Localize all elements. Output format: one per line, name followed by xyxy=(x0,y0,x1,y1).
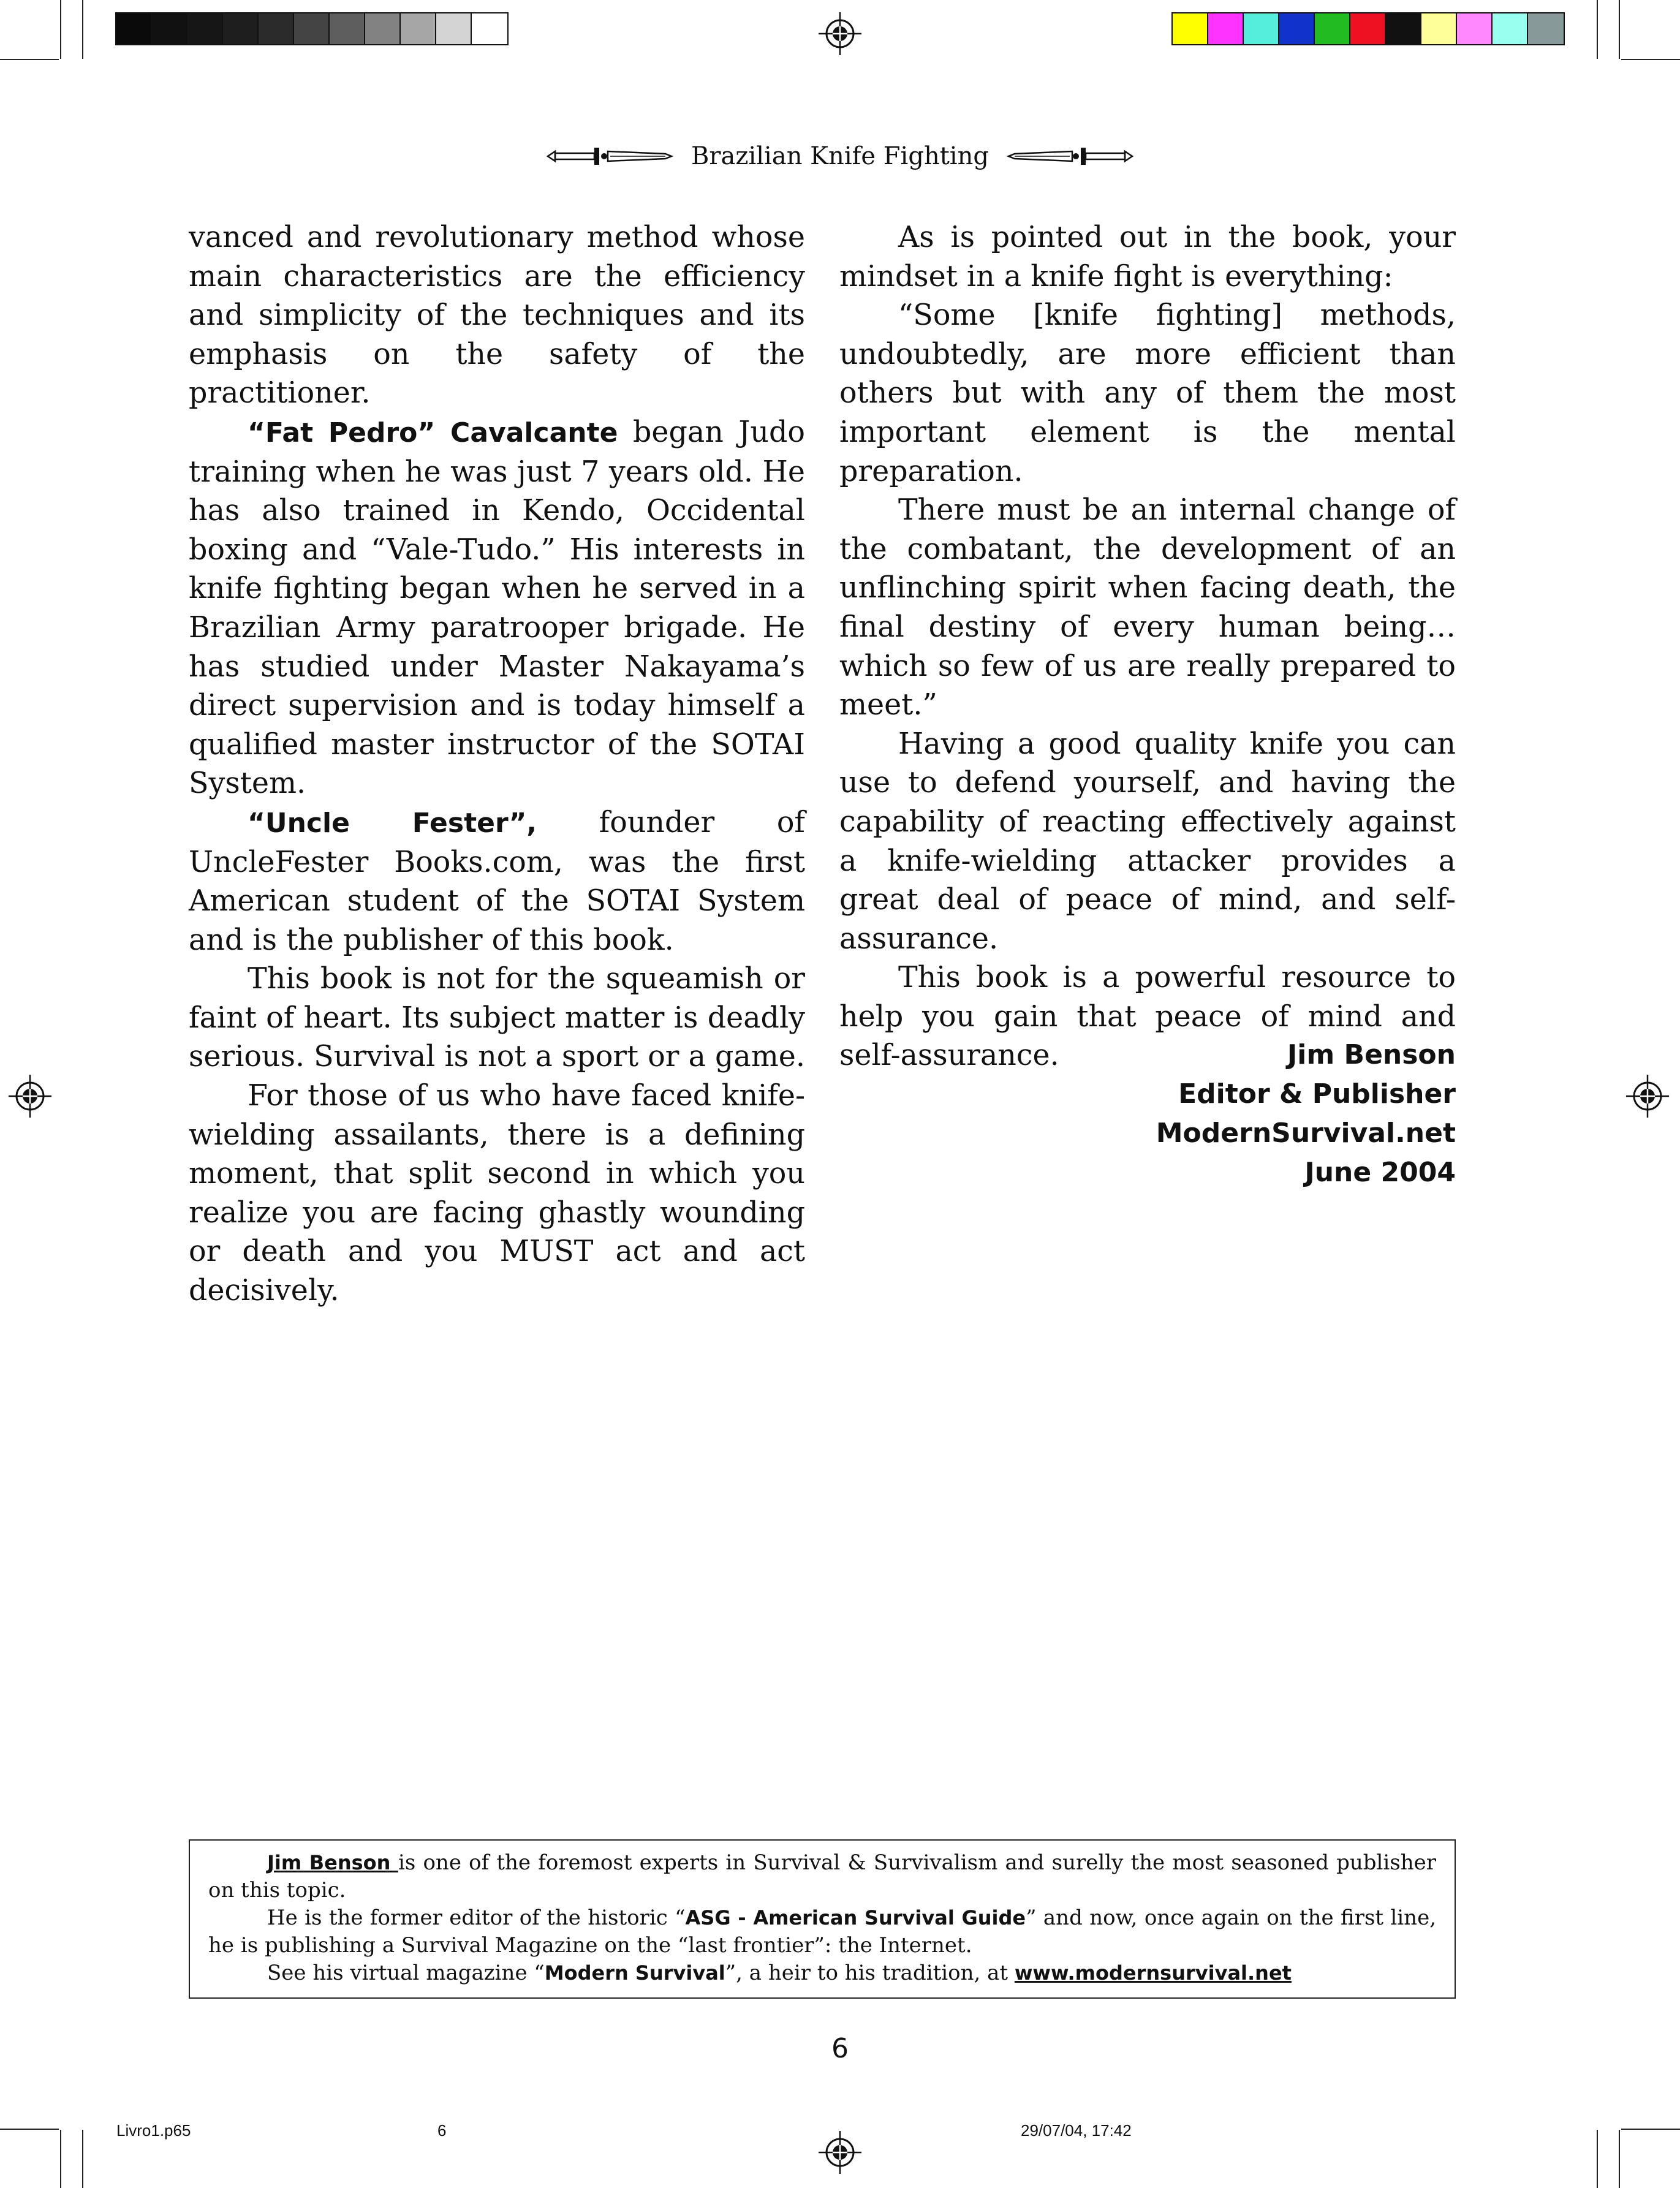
calibration-swatch xyxy=(223,13,259,44)
right-column xyxy=(839,218,1456,1075)
bio-paragraph xyxy=(208,1849,1436,1904)
paragraph-text: began Judo training when he was just 7 years old. He has also trained in Kendo, Occidental boxing and “Vale-Tudo.” His interests in knife fighting began when he served in a Brazilian Army paratrooper brigade. He has studied under Master Nakayama’s direct supervision and is today himself a qualified master instructor of the SOTAI System. xyxy=(189,415,805,801)
calibration-swatch xyxy=(116,13,152,44)
paragraph-text: founder of UncleFester Books.com, was the first American student of the SOTAI System and is the publisher of this book. xyxy=(189,805,805,957)
knife-right-icon xyxy=(1006,143,1135,170)
signature-role: Editor & Publisher xyxy=(1178,1078,1456,1110)
calibration-swatch xyxy=(152,13,187,44)
paragraph: This book is a powerful resource to help you gain that peace of mind and self-assurance. xyxy=(839,961,1456,1073)
magazine-title: Modern Survival xyxy=(544,1961,725,1985)
paragraph: Having a good quality knife you can use to defend yourself, and having the capability of reacting effectively against a knife-wielding attacker provides a great deal of peace of mind, and self-assurance. xyxy=(839,727,1456,956)
color-calibration-bar xyxy=(1171,12,1565,45)
running-head xyxy=(0,136,1680,176)
author-bio-box xyxy=(189,1839,1456,1999)
calibration-swatch xyxy=(1421,13,1457,44)
registration-target-icon xyxy=(9,1075,51,1118)
bio-text: He is the former editor of the historic “ xyxy=(267,1906,686,1930)
paragraph: For those of us who have faced knife-wielding assailants, there is a defining moment, that split second in which you realize you are facing ghastly wounding or death and you MUST act and act decisively. xyxy=(189,1079,805,1308)
signature-block xyxy=(839,1035,1456,1192)
calibration-swatch xyxy=(1528,13,1564,44)
registration-target-icon xyxy=(1626,1075,1669,1118)
gray-calibration-bar xyxy=(115,12,509,45)
person-name: “Uncle Fester”, xyxy=(248,807,537,839)
paragraph xyxy=(189,413,805,803)
calibration-swatch xyxy=(187,13,223,44)
signature-site: ModernSurvival.net xyxy=(1156,1118,1456,1149)
signature-date: June 2004 xyxy=(1304,1157,1456,1188)
slug-page: 6 xyxy=(437,2121,447,2140)
bio-name: Jim Benson xyxy=(267,1851,398,1874)
website-link[interactable]: www.modernsurvival.net xyxy=(1014,1961,1292,1985)
bio-text: is one of the foremost experts in Survival & Survivalism and surelly the most seasoned publisher on this topic. xyxy=(208,1850,1437,1902)
slug-filename: Livro1.p65 xyxy=(116,2121,191,2140)
page-number: 6 xyxy=(831,2033,849,2064)
calibration-swatch xyxy=(436,13,472,44)
calibration-swatch xyxy=(1208,13,1244,44)
slug-timestamp: 29/07/04, 17:42 xyxy=(1021,2121,1132,2140)
calibration-swatch xyxy=(259,13,294,44)
calibration-swatch xyxy=(1493,13,1528,44)
bio-text: ” and now, once again on the first line, he is publishing a Survival Magazine on the “last frontier”: the Internet. xyxy=(208,1906,1437,1958)
calibration-swatch xyxy=(1386,13,1421,44)
signature-name: Jim Benson xyxy=(1287,1039,1456,1070)
paragraph xyxy=(189,803,805,960)
person-name: “Fat Pedro” Cavalcante xyxy=(248,417,618,449)
left-column xyxy=(189,218,805,1311)
paragraph: vanced and revolutionary method whose main characteristics are the efficiency and simplicity of the techniques and its emphasis on the safety of the practitioner. xyxy=(189,221,805,411)
bio-paragraph xyxy=(208,1904,1436,1959)
paragraph: As is pointed out in the book, your mindset in a knife fight is everything: xyxy=(839,221,1456,293)
bio-paragraph xyxy=(208,1959,1436,1987)
calibration-swatch xyxy=(330,13,365,44)
bio-text: ”, a heir to his tradition, at xyxy=(725,1961,1015,1985)
registration-target-icon xyxy=(819,2131,861,2174)
calibration-swatch xyxy=(365,13,401,44)
magazine-title: ASG - American Survival Guide xyxy=(685,1906,1026,1929)
running-head-title: Brazilian Knife Fighting xyxy=(691,142,989,170)
calibration-swatch xyxy=(472,13,507,44)
knife-left-icon xyxy=(545,143,674,170)
calibration-swatch xyxy=(1173,13,1208,44)
calibration-swatch xyxy=(1457,13,1493,44)
calibration-swatch xyxy=(1244,13,1279,44)
calibration-swatch xyxy=(1279,13,1315,44)
calibration-swatch xyxy=(1350,13,1386,44)
bio-text: See his virtual magazine “ xyxy=(267,1961,545,1985)
paragraph: There must be an internal change of the combatant, the development of an unflinching spirit when facing death, the final destiny of every human being…which so few of us are really prepared to meet.” xyxy=(839,493,1456,722)
paragraph: “Some [knife fighting] methods, undoubtedly, are more efficient than others but with any of them the most important element is the mental preparation. xyxy=(839,298,1456,488)
calibration-swatch xyxy=(294,13,330,44)
calibration-swatch xyxy=(401,13,436,44)
paragraph: This book is not for the squeamish or faint of heart. Its subject matter is deadly serious. Survival is not a sport or a game. xyxy=(189,962,805,1074)
calibration-swatch xyxy=(1315,13,1350,44)
registration-target-icon xyxy=(819,12,861,55)
